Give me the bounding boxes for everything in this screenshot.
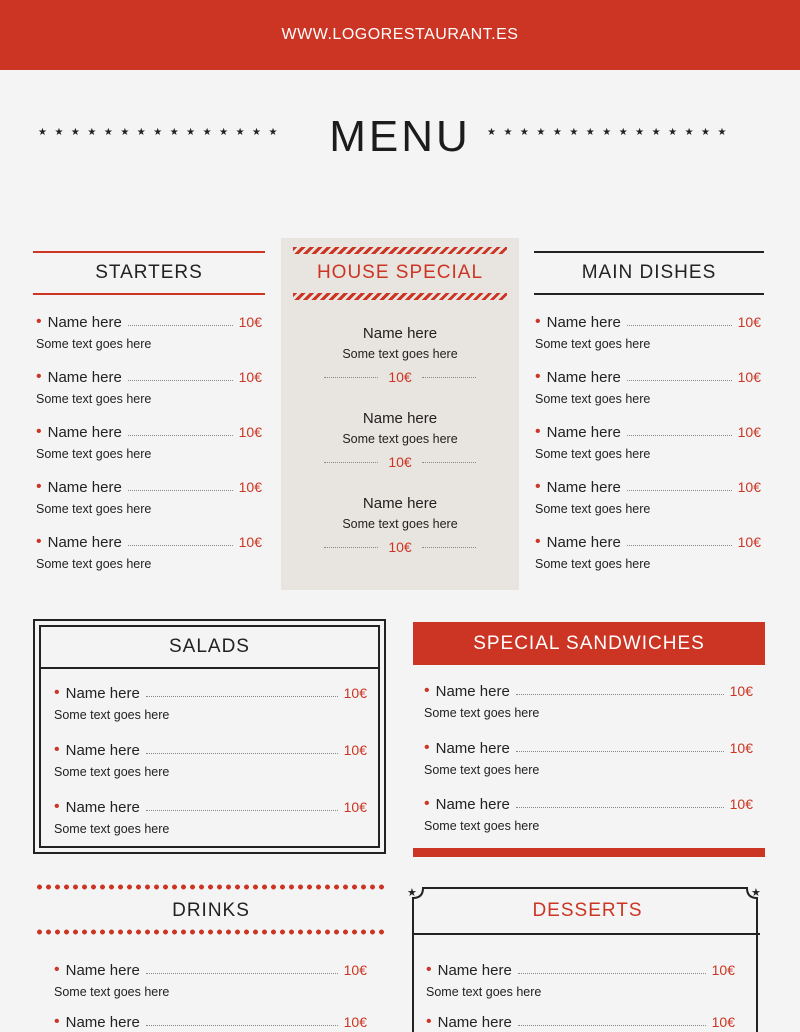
main-dishes-item: • Name here 10€ Some text goes here [535, 368, 761, 406]
item-desc: Some text goes here [54, 765, 170, 779]
item-name: Name here [546, 313, 621, 331]
starters-item: • Name here 10€ Some text goes here [36, 423, 262, 461]
item-name: Name here [437, 961, 512, 979]
item-price: 10€ [388, 454, 412, 470]
stripe-decoration [293, 293, 507, 300]
item-price: 10€ [343, 742, 367, 758]
item-price: 10€ [238, 479, 262, 495]
item-name: Name here [47, 313, 122, 331]
dotted-divider [35, 884, 387, 890]
item-desc: Some text goes here [424, 819, 540, 833]
item-price: 10€ [737, 314, 761, 330]
drinks-item: • Name here 10€ [54, 1013, 367, 1031]
website-url: WWW.LOGORESTAURANT.ES [281, 26, 519, 43]
main-dishes-item: • Name here 10€ Some text goes here [535, 533, 761, 571]
starters-item: • Name here 10€ Some text goes here [36, 368, 262, 406]
item-desc: Some text goes here [342, 517, 458, 531]
item-price: 10€ [343, 1014, 367, 1030]
item-name: Name here [362, 325, 438, 342]
house-special-title: HOUSE SPECIAL [316, 262, 484, 283]
star-icon: ★ [407, 886, 417, 899]
item-price: 10€ [729, 683, 753, 699]
salads-item: • Name here 10€ Some text goes here [54, 741, 367, 779]
salads-item: • Name here 10€ Some text goes here [54, 798, 367, 836]
item-name: Name here [65, 1013, 140, 1031]
item-name: Name here [65, 798, 140, 816]
sandwiches-header [413, 622, 765, 665]
item-name: Name here [47, 423, 122, 441]
item-name: Name here [65, 741, 140, 759]
starters-item: • Name here 10€ Some text goes here [36, 313, 262, 351]
sandwiches-item: • Name here 10€ Some text goes here [424, 795, 753, 833]
item-desc: Some text goes here [54, 708, 170, 722]
item-desc: Some text goes here [535, 447, 651, 461]
item-price: 10€ [238, 369, 262, 385]
main-dishes-item: • Name here 10€ Some text goes here [535, 478, 761, 516]
item-name: Name here [362, 410, 438, 427]
item-desc: Some text goes here [535, 502, 651, 516]
item-desc: Some text goes here [424, 763, 540, 777]
desserts-item: • Name here 10€ [426, 1013, 735, 1031]
item-price: 10€ [343, 962, 367, 978]
item-name: Name here [437, 1013, 512, 1031]
house-special-item [281, 410, 519, 470]
item-desc: Some text goes here [36, 447, 152, 461]
starters-item: • Name here 10€ Some text goes here [36, 533, 262, 571]
item-desc: Some text goes here [535, 392, 651, 406]
main-dishes-header [534, 251, 764, 295]
drinks-item: • Name here 10€ Some text goes here [54, 961, 367, 999]
drinks-title: DRINKS [172, 900, 250, 921]
item-name: Name here [546, 478, 621, 496]
item-desc: Some text goes here [535, 337, 651, 351]
main-dishes-title: MAIN DISHES [581, 262, 717, 283]
sandwiches-title: SPECIAL SANDWICHES [473, 632, 705, 654]
item-name: Name here [435, 795, 510, 813]
starters-item: • Name here 10€ Some text goes here [36, 478, 262, 516]
item-price: 10€ [711, 962, 735, 978]
item-desc: Some text goes here [36, 392, 152, 406]
item-name: Name here [435, 739, 510, 757]
main-dishes-item: • Name here 10€ Some text goes here [535, 313, 761, 351]
item-desc: Some text goes here [36, 502, 152, 516]
sandwiches-item: • Name here 10€ Some text goes here [424, 682, 753, 720]
item-desc: Some text goes here [342, 347, 458, 361]
item-name: Name here [47, 368, 122, 386]
house-special-item [281, 495, 519, 555]
item-price: 10€ [388, 369, 412, 385]
item-desc: Some text goes here [535, 557, 651, 571]
item-desc: Some text goes here [36, 337, 152, 351]
item-price: 10€ [737, 534, 761, 550]
menu-title: MENU [329, 112, 471, 161]
item-name: Name here [65, 961, 140, 979]
item-name: Name here [47, 478, 122, 496]
item-price: 10€ [238, 534, 262, 550]
star-icon: ★ [751, 886, 761, 899]
item-price: 10€ [737, 369, 761, 385]
item-price: 10€ [343, 685, 367, 701]
item-price: 10€ [238, 314, 262, 330]
stripe-decoration [293, 247, 507, 254]
item-price: 10€ [388, 539, 412, 555]
sandwiches-item: • Name here 10€ Some text goes here [424, 739, 753, 777]
stars-left-decoration: ★★★★★★★★★★★★★★★ [38, 127, 285, 138]
dotted-divider [35, 929, 387, 935]
item-desc: Some text goes here [426, 985, 542, 999]
salads-header [41, 627, 378, 669]
item-name: Name here [362, 495, 438, 512]
house-special-item [281, 325, 519, 385]
sandwiches-footer-bar [413, 848, 765, 857]
item-name: Name here [546, 423, 621, 441]
item-price: 10€ [343, 799, 367, 815]
item-name: Name here [546, 533, 621, 551]
item-price: 10€ [729, 796, 753, 812]
salads-item: • Name here 10€ Some text goes here [54, 684, 367, 722]
house-special-panel [281, 238, 519, 590]
salads-title: SALADS [169, 636, 250, 657]
item-desc: Some text goes here [342, 432, 458, 446]
main-dishes-item: • Name here 10€ Some text goes here [535, 423, 761, 461]
item-desc: Some text goes here [424, 706, 540, 720]
starters-title: STARTERS [95, 262, 203, 283]
item-name: Name here [65, 684, 140, 702]
item-desc: Some text goes here [54, 985, 170, 999]
item-price: 10€ [737, 479, 761, 495]
starters-header [33, 251, 265, 295]
item-name: Name here [47, 533, 122, 551]
header-bar [0, 0, 800, 70]
item-name: Name here [435, 682, 510, 700]
desserts-divider [413, 933, 760, 935]
item-price: 10€ [737, 424, 761, 440]
item-name: Name here [546, 368, 621, 386]
stars-right-decoration: ★★★★★★★★★★★★★★★ [487, 127, 734, 138]
item-price: 10€ [729, 740, 753, 756]
item-desc: Some text goes here [36, 557, 152, 571]
item-price: 10€ [711, 1014, 735, 1030]
desserts-item: • Name here 10€ Some text goes here [426, 961, 735, 999]
desserts-title: DESSERTS [532, 900, 643, 921]
item-price: 10€ [238, 424, 262, 440]
item-desc: Some text goes here [54, 822, 170, 836]
